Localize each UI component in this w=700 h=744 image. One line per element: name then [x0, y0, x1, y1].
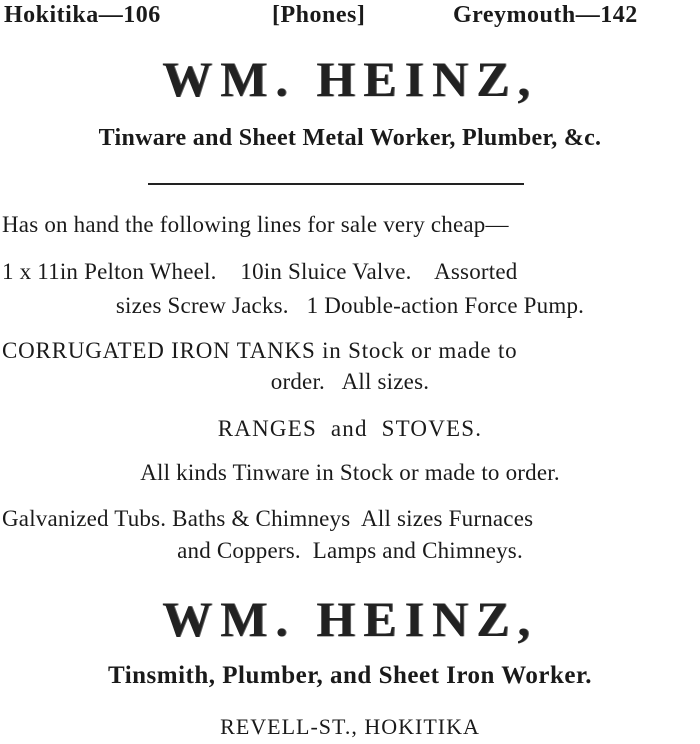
business-name-heading: WM. HEINZ, [162, 51, 538, 107]
trade-subtitle: Tinware and Sheet Metal Worker, Plumber, &c. [98, 125, 602, 151]
tanks-line-1: CORRUGATED IRON TANKS in Stock or made to [2, 338, 518, 363]
tanks-line-2: order. All sizes. [270, 369, 430, 394]
address-line: REVELL-ST., HOKITIKA [220, 714, 480, 739]
galvanized-line-1: Galvanized Tubs. Baths & Chimneys All sizes Furnaces [2, 506, 534, 531]
footer-business-name: WM. HEINZ, [162, 591, 538, 647]
intro-line: Has on hand the following lines for sale very cheap— [2, 212, 509, 237]
phones-label: [Phones] [272, 2, 366, 28]
items-line-1: 1 x 11in Pelton Wheel. 10in Sluice Valve. Assorted [2, 259, 518, 284]
phones-line [0, 2, 700, 32]
divider-rule [148, 183, 524, 185]
phone-hokitika: Hokitika—106 [4, 2, 161, 28]
galvanized-line-2: and Coppers. Lamps and Chimneys. [177, 538, 523, 563]
phone-greymouth: Greymouth—142 [453, 2, 638, 28]
tinware-line: All kinds Tinware in Stock or made to order. [140, 460, 560, 485]
ranges-line: RANGES and STOVES. [217, 416, 483, 441]
footer-subtitle: Tinsmith, Plumber, and Sheet Iron Worker. [107, 662, 593, 689]
items-line-2: sizes Screw Jacks. 1 Double-action Force Pump. [115, 293, 585, 318]
